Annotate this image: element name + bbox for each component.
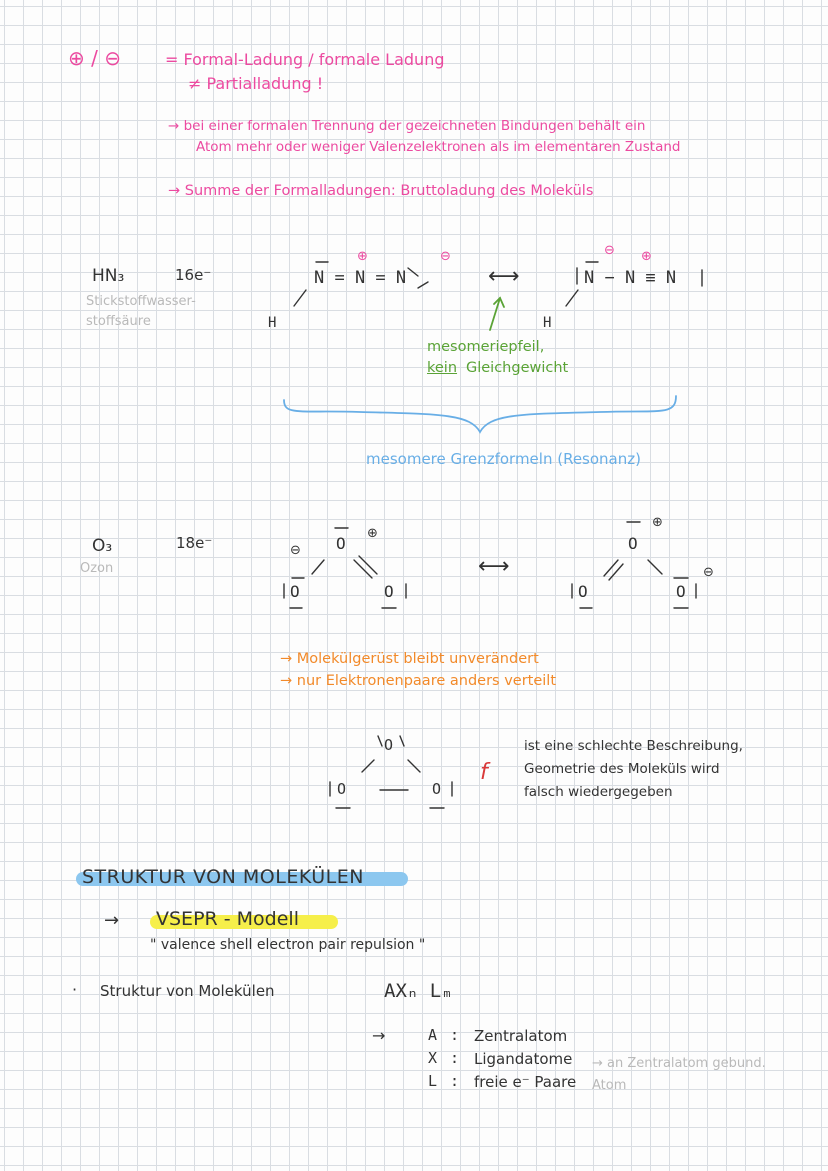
hn3-formula: HN₃ [92, 266, 125, 286]
hn3-right-plus: ⊕ [641, 249, 652, 264]
hn3-left-structure: N = N = N [314, 268, 407, 288]
legend-a-symbol: A [428, 1026, 438, 1044]
o3-cyclic-right-o: O [432, 780, 442, 798]
note-formal-separation-1: → bei einer formalen Trennung der gezeichneten Bindungen behält ein [168, 118, 646, 134]
o3-name: Ozon [80, 561, 114, 576]
o3-cyclic-lp-top2 [400, 736, 404, 746]
hn3-left-h: H [268, 315, 277, 331]
vsepr-model: VSEPR - Modell [156, 908, 299, 930]
o3-electron-count: 18e⁻ [176, 534, 213, 552]
note-sum-formal-charges: → Summe der Formalladungen: Bruttoladung des Moleküls [168, 183, 594, 199]
legend-arrow: → [372, 1026, 386, 1045]
wrong-note-1: ist eine schlechte Beschreibung, [524, 738, 743, 754]
o3-left-minus: ⊖ [290, 543, 301, 558]
section-heading: STRUKTUR VON MOLEKÜLEN [82, 866, 364, 888]
o3-resonance-arrow: ⟷ [478, 554, 510, 579]
wrong-note-2: Geometrie des Moleküls wird [524, 761, 720, 777]
wrong-mark: f [480, 760, 488, 785]
hn3-right-h-bond [566, 290, 578, 306]
hn3-resonance-arrow: ⟷ [488, 264, 520, 289]
o3-left-double-bond-b [359, 556, 377, 574]
o3-left-double-bond-a [354, 560, 372, 578]
o3-right-single-bond [648, 560, 662, 574]
hn3-left-plus: ⊕ [357, 249, 368, 264]
partial-charge-note: ≠ Partialladung ! [188, 74, 324, 93]
vsepr-arrow: → [104, 910, 120, 931]
o3-left-top-o: O [336, 534, 346, 553]
mesomerie-arrow-note-2: Gleichgewicht [466, 360, 569, 376]
legend-x-text: Ligandatome [474, 1050, 573, 1068]
o3-cyclic-lp-top1 [378, 736, 382, 746]
o3-right-top-o: O [628, 534, 638, 553]
o3-right-double-bond-a [604, 560, 618, 576]
formal-charge-definition: = Formal-Ladung / formale Ladung [165, 50, 445, 69]
resonance-brace [284, 396, 676, 432]
hn3-left-h-bond [294, 290, 306, 306]
o3-cyclic-bond-left [362, 760, 374, 772]
legend-x-sep: : [450, 1049, 460, 1067]
hn3-left-minus: ⊖ [440, 249, 451, 264]
o3-right-left-o: O [578, 582, 588, 601]
o3-cyclic-bond-right [408, 760, 420, 772]
o3-left-right-o: O [384, 582, 394, 601]
mesomerie-arrow-note-kein: kein [427, 360, 458, 376]
o3-left-single-bond [312, 560, 324, 574]
hn3-electron-count: 16e⁻ [175, 266, 212, 284]
hn3-name-line1: Stickstoffwasser- [86, 294, 196, 309]
o3-cyclic-left-o: O [337, 780, 347, 798]
o3-right-right-o: O [676, 582, 686, 601]
legend-l-symbol: L [428, 1072, 438, 1090]
wrong-note-3: falsch wiedergegeben [524, 784, 673, 800]
structure-label: Struktur von Molekülen [100, 982, 275, 1000]
hn3-right-structure: N − N ≡ N [584, 268, 677, 288]
bullet-dot: · [72, 980, 78, 999]
green-arrow [490, 298, 504, 330]
general-formula: AXₙ Lₘ [384, 980, 453, 1002]
mesomerie-arrow-note-1: mesomeriepfeil, [427, 339, 545, 355]
legend-l-sep: : [450, 1072, 460, 1090]
o3-right-plus: ⊕ [652, 515, 663, 530]
hn3-right-h: H [543, 315, 552, 331]
resonance-brace-label: mesomere Grenzformeln (Resonanz) [366, 450, 641, 468]
o3-right-double-bond-b [609, 564, 623, 580]
o3-right-minus: ⊖ [703, 565, 714, 580]
vsepr-expansion: " valence shell electron pair repulsion " [150, 937, 426, 953]
note-formal-separation-2: Atom mehr oder weniger Valenzelektronen als im elementaren Zustand [196, 139, 681, 155]
o3-left-plus: ⊕ [367, 526, 378, 541]
hn3-right-minus: ⊖ [604, 243, 615, 258]
o3-note-electron-pairs: → nur Elektronenpaare anders verteilt [280, 673, 557, 689]
o3-formula: O₃ [92, 536, 113, 556]
legend-l-text: freie e⁻ Paare [474, 1073, 577, 1091]
hn3-name-line2: stoffsäure [86, 314, 151, 329]
legend-x-extra: → an Zentralatom gebund. Atom [592, 1056, 766, 1093]
legend-x-symbol: X [428, 1049, 438, 1067]
o3-cyclic-top-o: O [384, 736, 394, 754]
hn3-left-lonepair-side [408, 268, 418, 276]
legend-a-sep: : [450, 1026, 460, 1044]
o3-note-skeleton: → Molekülgerüst bleibt unverändert [280, 651, 539, 667]
legend-a-text: Zentralatom [474, 1027, 568, 1045]
hn3-left-lonepair-side2 [418, 282, 428, 288]
o3-left-left-o: O [290, 582, 300, 601]
charges-symbol: ⊕ / ⊖ [68, 46, 121, 70]
